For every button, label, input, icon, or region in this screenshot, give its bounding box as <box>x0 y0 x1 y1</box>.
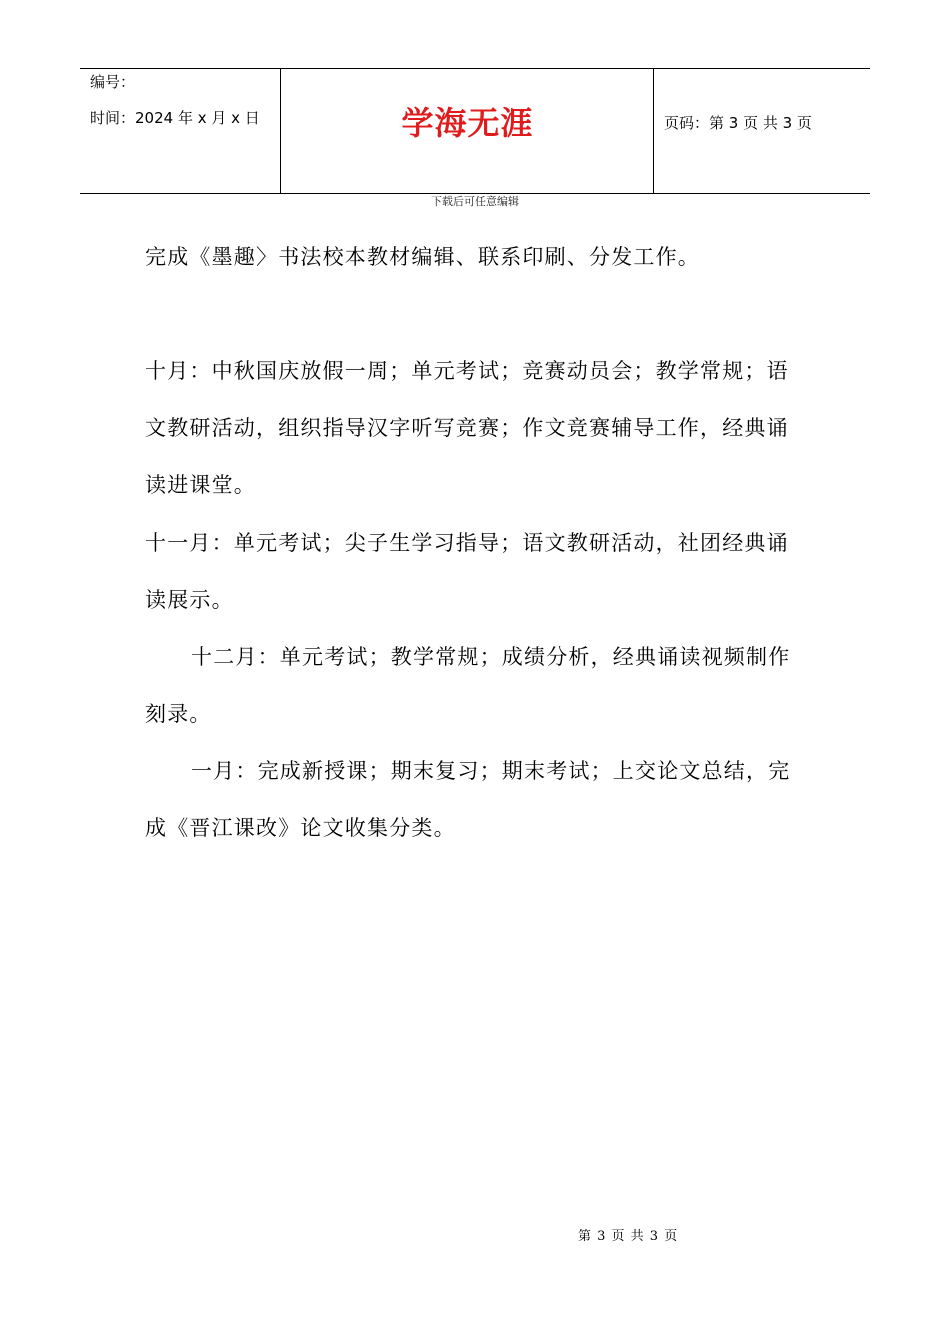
time-label: 时间：2024 年 x 月 x 日 <box>90 109 260 127</box>
paragraph <box>145 229 805 286</box>
paragraph <box>145 515 805 629</box>
download-note: 下载后可任意编辑 <box>431 195 519 208</box>
header-middle-cell <box>281 69 654 193</box>
paragraph-text: 完成《墨趣〉书法校本教材编辑、联系印刷、分发工作。 <box>145 245 700 269</box>
paragraph-text: 一月：完成新授课；期末复习；期末考试；上交论文总结，完成《晋江课改》论文收集分类。 <box>145 759 791 840</box>
brand-title: 学海无涯 <box>401 104 534 142</box>
paragraph-text: 十一月：单元考试；尖子生学习指导；语文教研活动，社团经典诵读展示。 <box>145 531 789 612</box>
paragraph-text: 十二月：单元考试；教学常规；成绩分析，经典诵读视频制作刻录。 <box>145 645 791 726</box>
paragraph <box>145 343 805 514</box>
page-footer: 第 3 页 共 3 页 <box>578 1229 679 1244</box>
paragraph <box>145 743 805 857</box>
paragraph-text: 十月：中秋国庆放假一周；单元考试；竞赛动员会；教学常规；语文教研活动，组织指导汉字听写竞赛；作文竞赛辅导工作，经典诵读进课堂。 <box>145 359 789 497</box>
serial-number-label: 编号： <box>90 73 136 91</box>
page-code-label: 页码：第 3 页 共 3 页 <box>664 114 812 132</box>
header-table <box>80 68 870 194</box>
header-left-cell <box>80 69 281 193</box>
header-right-cell <box>654 69 870 193</box>
paragraph <box>145 629 805 743</box>
